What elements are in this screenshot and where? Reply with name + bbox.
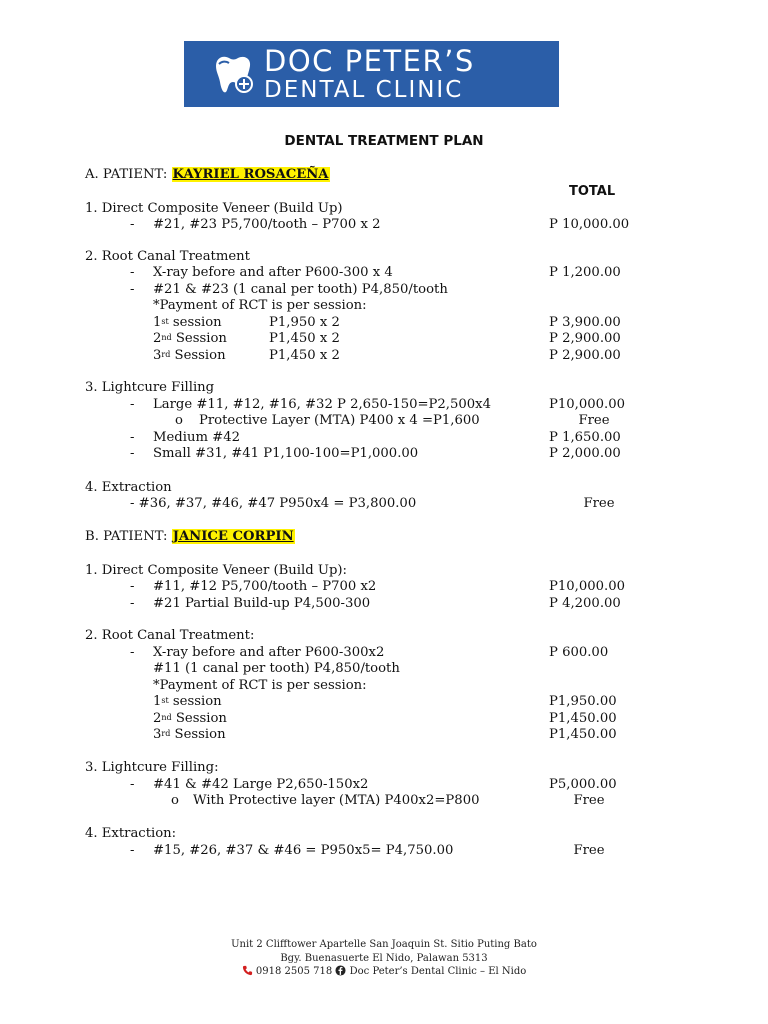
footer-contact	[0, 965, 768, 979]
b-item-4-line-1: #15, #26, #37 & #46 = P950x5= P4,750.00	[153, 843, 454, 858]
a-item-4-line-1: - #36, #37, #46, #47 P950x4 = P3,800.00	[130, 496, 417, 511]
a-item-2-note: *Payment of RCT is per session:	[153, 298, 367, 313]
a-item-2-line-1-total: P 1,200.00	[549, 265, 621, 280]
b-item-1-title: 1. Direct Composite Veneer (Build Up):	[85, 563, 348, 578]
a-item-4-title: 4. Extraction	[85, 480, 172, 495]
a-item-3-line-1: Large #11, #12, #16, #32 P 2,650-150=P2,500x4	[153, 397, 491, 412]
clinic-logo	[184, 41, 559, 107]
a-session-3: 3rd Session	[153, 348, 226, 363]
bullet-dash: -	[130, 579, 135, 594]
b-item-1-line-1-total: P10,000.00	[549, 579, 625, 594]
logo-text	[264, 44, 475, 103]
logo-line-2: DENTAL CLINIC	[264, 77, 464, 103]
b-item-1-line-1: #11, #12 P5,700/tooth – P700 x2	[153, 579, 377, 594]
a-item-2-line-2: #21 & #23 (1 canal per tooth) P4,850/tooth	[153, 282, 448, 297]
a-item-1-title: 1. Direct Composite Veneer (Build Up)	[85, 201, 343, 216]
b-item-3-line-1: #41 & #42 Large P2,650-150x2	[153, 777, 369, 792]
bullet-dash: -	[130, 397, 135, 412]
a-item-3-line-1-total: P10,000.00	[549, 397, 625, 412]
b-session-1-total: P1,950.00	[549, 694, 617, 709]
bullet-dash: -	[130, 777, 135, 792]
bullet-dash: -	[130, 596, 135, 611]
a-item-1-line-1-total: P 10,000.00	[549, 217, 630, 232]
a-item-3-sub-1: Protective Layer (MTA) P400 x 4 =P1,600	[199, 413, 480, 428]
patient-b-header	[85, 529, 295, 545]
bullet-dash: -	[130, 282, 135, 297]
footer-line-2: Bgy. Buenasuerte El Nido, Palawan 5313	[280, 952, 488, 964]
bullet-dash: -	[130, 843, 135, 858]
bullet-circle: o	[171, 793, 179, 808]
a-session-3-amount: P1,450 x 2	[269, 348, 340, 363]
a-item-3-sub-1-total: Free	[578, 413, 610, 428]
b-item-2-note: *Payment of RCT is per session:	[153, 678, 367, 693]
b-item-4-title: 4. Extraction:	[85, 826, 177, 841]
a-item-3-line-3: Small #31, #41 P1,100-100=P1,000.00	[153, 446, 419, 461]
patient-b-prefix: B.	[85, 529, 99, 544]
bullet-dash: -	[130, 430, 135, 445]
a-item-3-title: 3. Lightcure Filling	[85, 380, 215, 395]
patient-b-name: JANICE CORPIN	[172, 529, 294, 544]
bullet-circle: o	[175, 413, 183, 428]
bullet-dash: -	[130, 446, 135, 461]
a-session-1: 1st session	[153, 315, 222, 330]
patient-b-label: PATIENT:	[103, 529, 168, 544]
b-session-1: 1st session	[153, 694, 222, 709]
a-item-2-line-1: X-ray before and after P600-300 x 4	[153, 265, 393, 280]
a-item-3-line-2: Medium #42	[153, 430, 240, 445]
b-item-2-title: 2. Root Canal Treatment:	[85, 628, 255, 643]
b-item-3-sub-1-total: Free	[573, 793, 605, 808]
b-item-3-line-1-total: P5,000.00	[549, 777, 617, 792]
logo-line-1: DOC PETER’S	[264, 44, 475, 78]
b-item-1-line-2-total: P 4,200.00	[549, 596, 621, 611]
b-item-2-line-2: #11 (1 canal per tooth) P4,850/tooth	[153, 661, 400, 676]
b-item-2-line-1: X-ray before and after P600-300x2	[153, 645, 385, 660]
a-session-1-total: P 3,900.00	[549, 315, 621, 330]
b-session-3: 3rd Session	[153, 727, 226, 742]
b-item-2-line-1-total: P 600.00	[549, 645, 609, 660]
phone-icon	[242, 965, 253, 976]
a-item-4-line-1-total: Free	[583, 496, 615, 511]
total-header: TOTAL	[569, 184, 616, 199]
page-title: DENTAL TREATMENT PLAN	[284, 133, 484, 149]
a-session-2-total: P 2,900.00	[549, 331, 621, 346]
patient-a-header	[85, 167, 330, 183]
patient-a-name: KAYRIEL ROSACEÑA	[172, 167, 329, 182]
b-session-2-total: P1,450.00	[549, 711, 617, 726]
a-item-1-line-1: #21, #23 P5,700/tooth – P700 x 2	[153, 217, 381, 232]
b-item-3-title: 3. Lightcure Filling:	[85, 760, 219, 775]
bullet-dash: -	[130, 217, 135, 232]
a-item-3-line-3-total: P 2,000.00	[549, 446, 621, 461]
footer-phone: 0918 2505 718	[255, 966, 333, 977]
b-item-3-sub-1: With Protective layer (MTA) P400x2=P800	[193, 793, 480, 808]
facebook-icon	[335, 965, 346, 976]
a-item-3-line-2-total: P 1,650.00	[549, 430, 621, 445]
a-session-1-amount: P1,950 x 2	[269, 315, 340, 330]
footer-facebook: Doc Peter’s Dental Clinic – El Nido	[349, 966, 527, 977]
b-item-1-line-2: #21 Partial Build-up P4,500-300	[153, 596, 371, 611]
bullet-dash: -	[130, 265, 135, 280]
footer-line-1: Unit 2 Clifftower Apartelle San Joaquin St. Sitio Puting Bato	[231, 939, 537, 950]
patient-a-prefix: A.	[85, 167, 99, 182]
tooth-logo-icon	[210, 52, 256, 96]
footer-address	[0, 938, 768, 979]
a-session-2: 2nd Session	[153, 331, 227, 346]
b-session-2: 2nd Session	[153, 711, 227, 726]
b-session-3-total: P1,450.00	[549, 727, 617, 742]
a-session-2-amount: P1,450 x 2	[269, 331, 340, 346]
patient-a-label: PATIENT:	[102, 167, 168, 182]
b-item-4-line-1-total: Free	[573, 843, 605, 858]
a-item-2-title: 2. Root Canal Treatment	[85, 249, 250, 264]
bullet-dash: -	[130, 645, 135, 660]
a-session-3-total: P 2,900.00	[549, 348, 621, 363]
